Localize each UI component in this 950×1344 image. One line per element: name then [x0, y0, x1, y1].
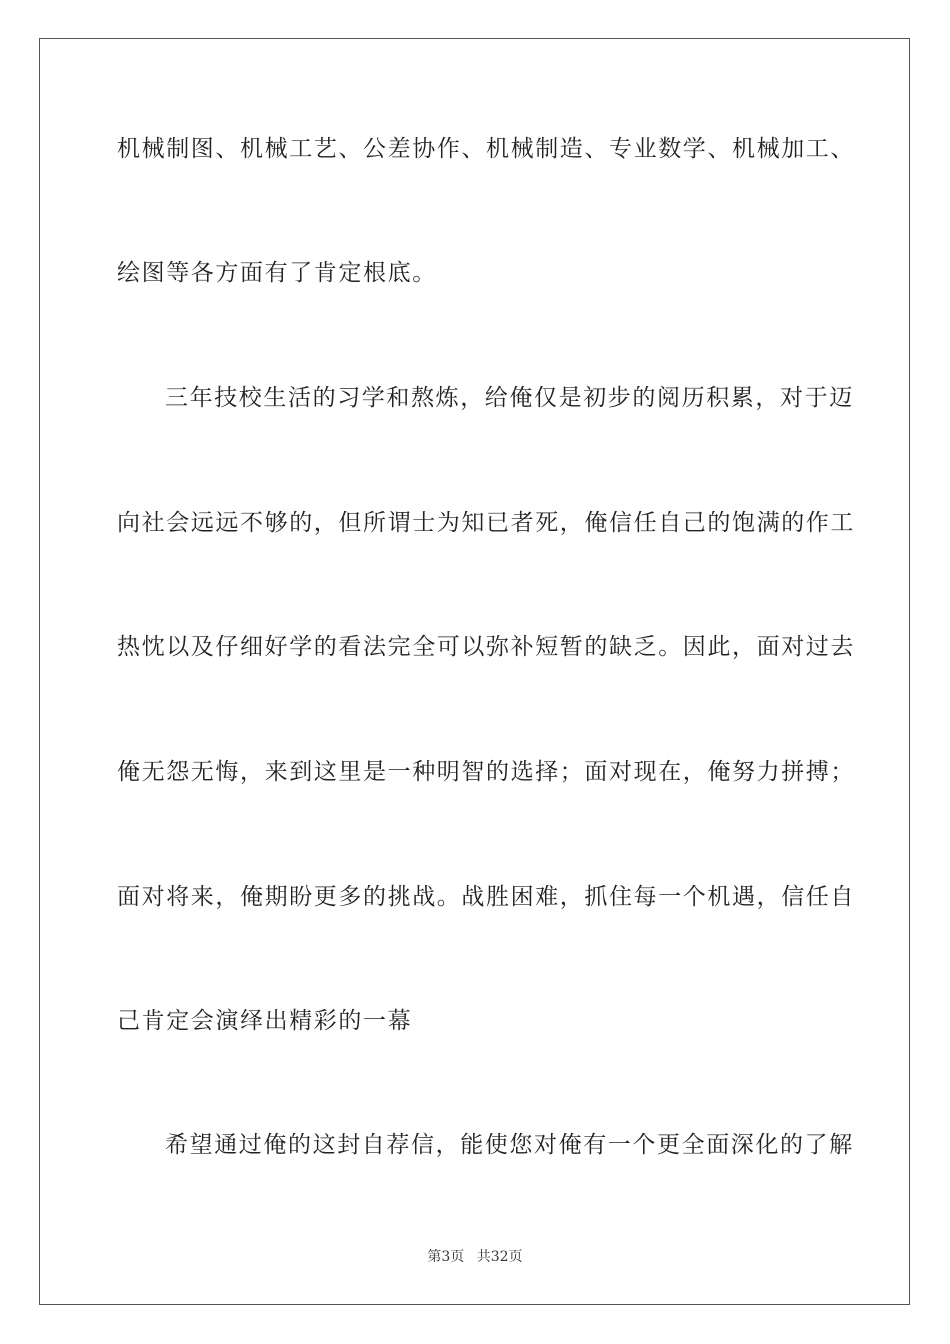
page-number: 第3页	[427, 1249, 465, 1265]
text-line-8: 己肯定会演绎出精彩的一幕	[117, 1008, 413, 1034]
page-border	[39, 38, 910, 1305]
page-total: 共32页	[476, 1249, 523, 1265]
page-footer	[0, 1246, 950, 1266]
text-line-7: 面对将来，俺期盼更多的挑战。战胜困难，抓住每一个机遇，信任自	[117, 884, 855, 910]
text-line-5: 热忱以及仔细好学的看法完全可以弥补短暂的缺乏。因此，面对过去	[117, 634, 855, 660]
text-line-4: 向社会远远不够的，但所谓士为知已者死，俺信任自己的饱满的作工	[117, 510, 855, 536]
text-line-2: 绘图等各方面有了肯定根底。	[117, 260, 437, 286]
text-line-3: 三年技校生活的习学和熬炼，给俺仅是初步的阅历积累，对于迈	[165, 385, 854, 411]
text-line-6: 俺无怨无悔，来到这里是一种明智的选择；面对现在，俺努力拼搏；	[117, 759, 855, 785]
text-line-1: 机械制图、机械工艺、公差协作、机械制造、专业数学、机械加工、	[117, 136, 855, 162]
text-line-9: 希望通过俺的这封自荐信，能使您对俺有一个更全面深化的了解	[165, 1132, 854, 1158]
